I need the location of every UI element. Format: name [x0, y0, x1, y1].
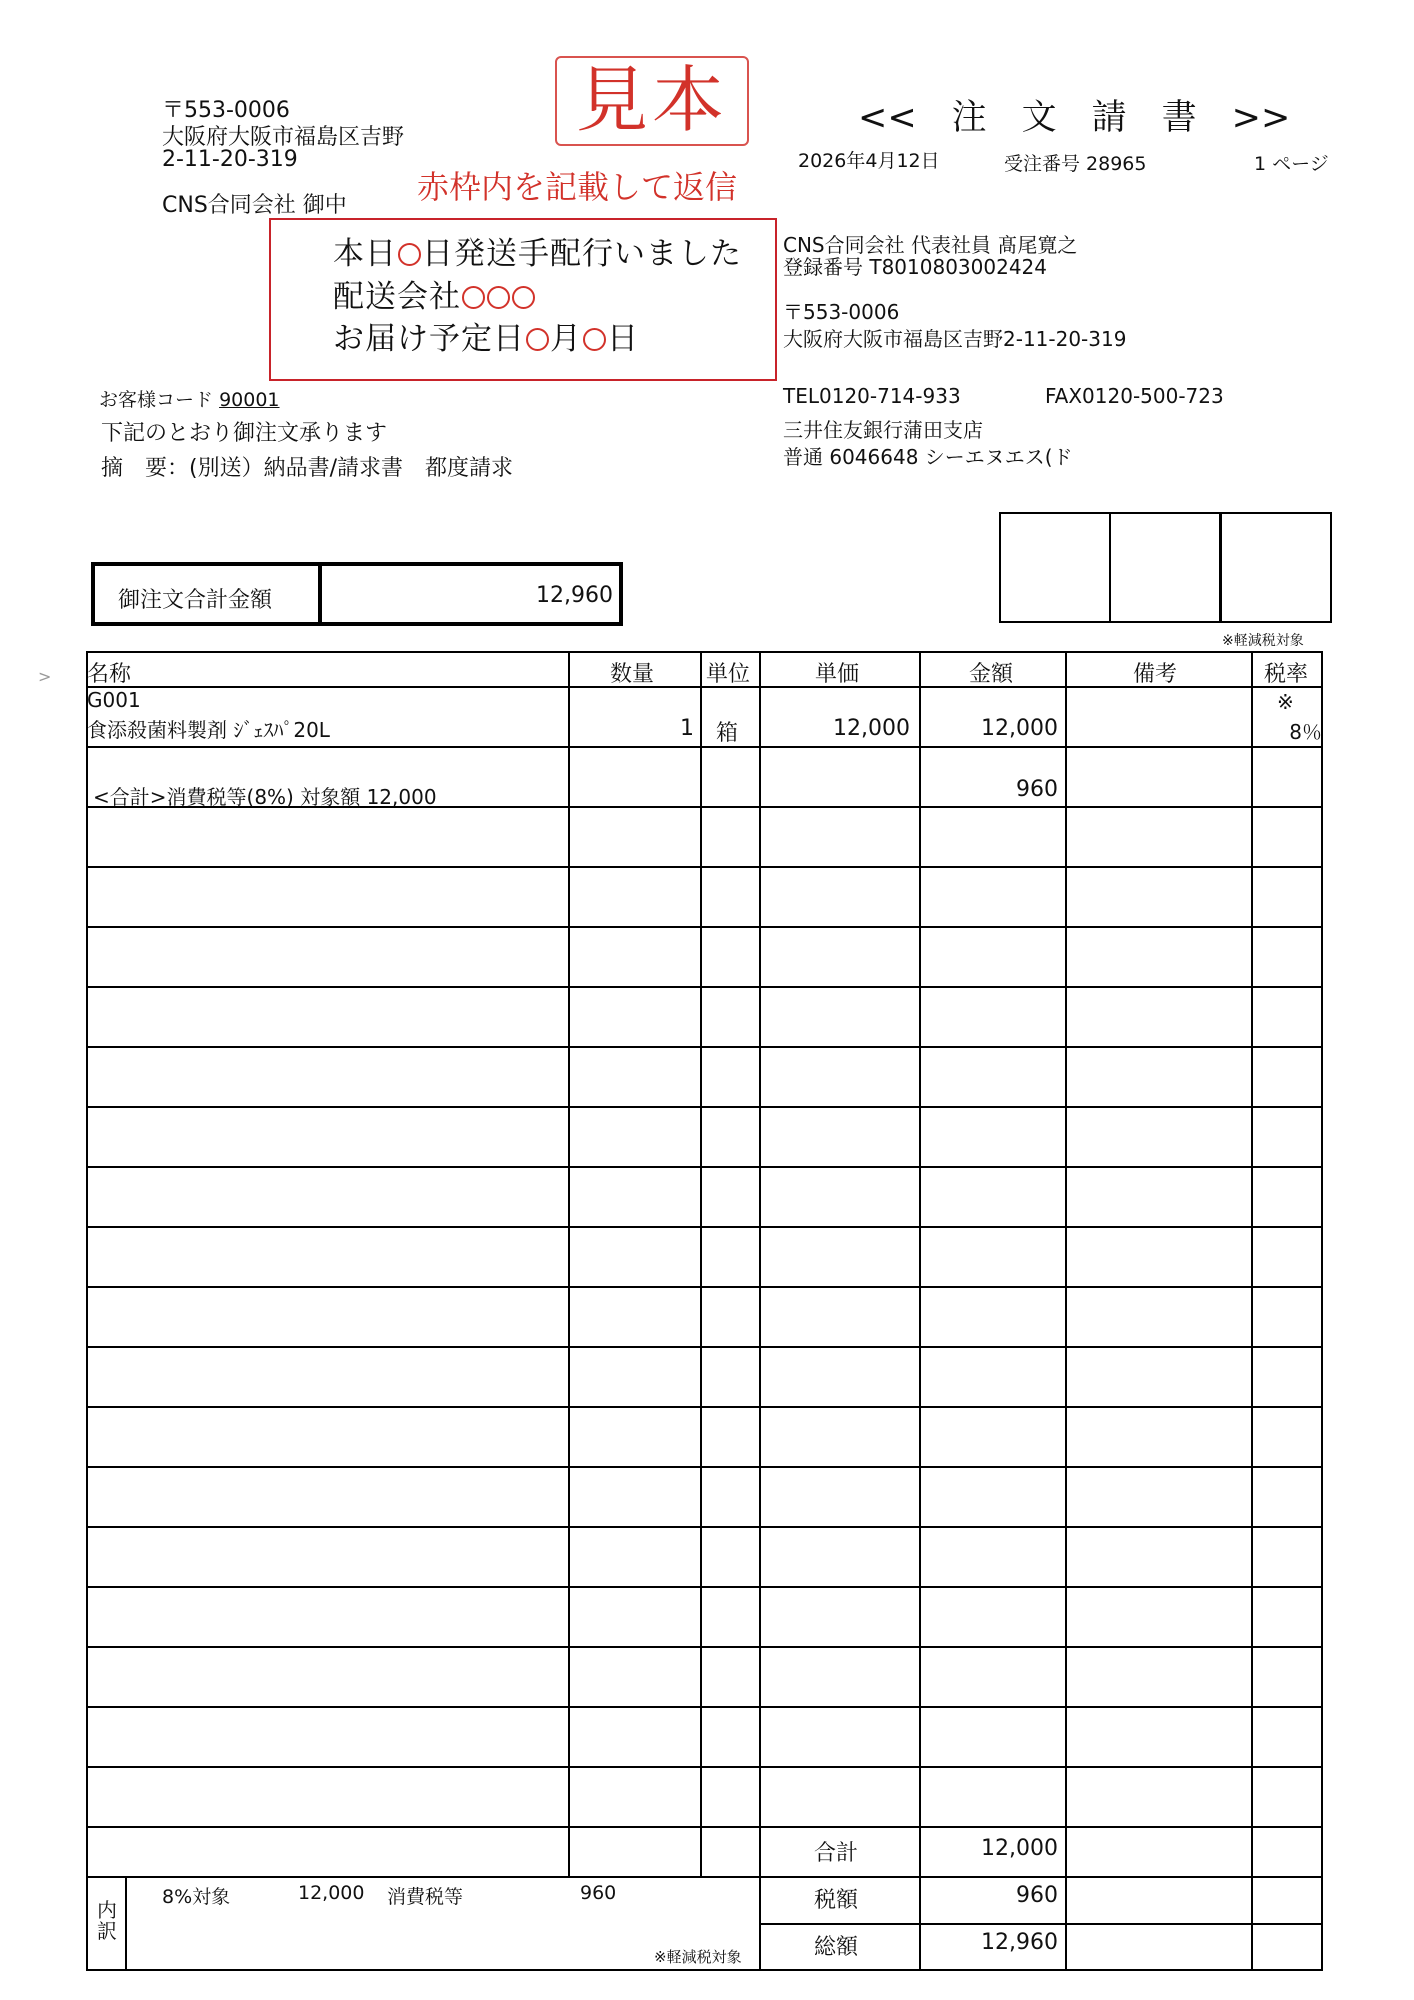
col-divider	[125, 1876, 127, 1969]
row-divider	[88, 1526, 1321, 1528]
tax-row-label: <合計>消費税等(8%) 対象額 12,000	[93, 785, 437, 809]
order-total-divider	[318, 562, 322, 626]
issuer-postal: 〒553-0006	[783, 300, 900, 324]
tax-amount-value: 960	[1016, 1883, 1058, 1908]
blank-circle-icon	[462, 286, 485, 309]
col-divider	[919, 653, 921, 1969]
recipient-postal: 〒553-0006	[162, 98, 290, 123]
col-divider	[1251, 653, 1253, 1969]
issuer-account: 普通 6046648 シーエヌエス(ド	[783, 445, 1073, 469]
items-table	[86, 651, 1323, 1971]
instruction-text: 赤枠内を記載して返信	[417, 168, 738, 206]
row-divider	[88, 1286, 1321, 1288]
reply-line-delivery-c: 日	[607, 321, 639, 357]
item-name: 食添殺菌料製剤 ｼﾞｪｽﾊﾟ20L	[87, 718, 330, 742]
issuer-fax: FAX0120-500-723	[1045, 384, 1224, 408]
page-number: 1 ページ	[1254, 153, 1329, 175]
breakdown-tax: 960	[580, 1882, 617, 1904]
customer-code-row	[99, 385, 280, 412]
row-divider	[88, 1226, 1321, 1228]
header-price: 単価	[815, 662, 860, 687]
subtotal-label: 合計	[814, 1841, 859, 1866]
reduced-tax-note: ※軽減税対象	[1222, 633, 1304, 649]
row-divider	[88, 1646, 1321, 1648]
row-divider	[88, 1876, 1321, 1878]
footer-reduced-tax-note: ※軽減税対象	[654, 1948, 742, 1966]
seal-box	[1220, 512, 1332, 623]
recipient-name: CNS合同会社 御中	[162, 193, 347, 218]
row-divider	[88, 1106, 1321, 1108]
item-tax-rate: 8％	[1289, 720, 1322, 744]
row-divider	[88, 1706, 1321, 1708]
header-qty: 数量	[610, 662, 655, 687]
row-divider	[88, 1166, 1321, 1168]
customer-code: 90001	[219, 389, 280, 411]
row-divider	[88, 1406, 1321, 1408]
row-divider	[88, 1766, 1321, 1768]
blank-circle-icon	[512, 286, 535, 309]
reply-line-delivery-b: 月	[550, 321, 582, 357]
blank-circle-icon	[526, 328, 549, 351]
breakdown-taxable: 12,000	[298, 1882, 365, 1904]
header-amount: 金額	[969, 662, 1014, 687]
col-divider	[700, 653, 702, 1877]
issuer-company: CNS合同会社 代表社員 髙尾寛之	[783, 233, 1078, 257]
sample-stamp: 見本	[575, 58, 728, 142]
issuer-tel: TEL0120-714-933	[783, 384, 961, 408]
order-summary: 摘 要：(別送）納品書/請求書 都度請求	[101, 456, 513, 481]
tax-row-amount: 960	[1016, 777, 1058, 802]
seal-box	[1109, 512, 1221, 623]
blank-circle-icon	[583, 328, 606, 351]
breakdown-rate: 8%対象	[162, 1886, 231, 1908]
item-tax-mark: ※	[1277, 690, 1294, 714]
header-unit: 単位	[706, 662, 751, 687]
breakdown-tax-label: 消費税等	[387, 1886, 464, 1908]
row-divider	[88, 926, 1321, 928]
reply-line-delivery-a: お届け予定日	[333, 321, 525, 357]
seal-box	[999, 512, 1111, 623]
customer-code-label: お客様コード	[99, 389, 214, 411]
item-code: G001	[87, 688, 141, 712]
blank-circle-icon	[398, 243, 421, 266]
reply-line-carrier-a: 配送会社	[333, 279, 461, 315]
order-total-value: 12,960	[536, 583, 613, 608]
header-tax-rate: 税率	[1264, 662, 1309, 687]
breakdown-label: 内訳	[97, 1898, 117, 1943]
blank-circle-icon	[487, 286, 510, 309]
grand-total-value: 12,960	[981, 1930, 1058, 1955]
col-divider	[568, 653, 570, 1877]
reply-line-delivery	[333, 313, 639, 358]
grand-total-label: 総額	[814, 1935, 859, 1960]
document-title: << 注 文 請 書 >>	[858, 98, 1291, 138]
item-amount: 12,000	[981, 716, 1058, 741]
row-divider	[88, 746, 1321, 748]
subtotal-value: 12,000	[981, 1836, 1058, 1861]
order-number: 受注番号 28965	[1004, 153, 1147, 175]
row-divider	[88, 1466, 1321, 1468]
col-divider	[759, 653, 761, 1969]
row-divider	[88, 1346, 1321, 1348]
document-date: 2026年4月12日	[798, 150, 940, 172]
row-divider	[88, 1826, 1321, 1828]
order-note: 下記のとおり御注文承ります	[101, 421, 388, 446]
header-remarks: 備考	[1133, 662, 1178, 687]
reply-line-shipping-a: 本日	[333, 236, 397, 272]
header-name: 名称	[87, 662, 132, 687]
item-qty: 1	[680, 716, 694, 741]
row-divider	[88, 1046, 1321, 1048]
order-total-label: 御注文合計金額	[118, 588, 273, 613]
side-mark: >	[38, 667, 52, 686]
row-divider	[759, 1923, 1321, 1925]
reply-line-shipping-b: 日発送手配行いました	[422, 236, 742, 272]
row-divider	[88, 1586, 1321, 1588]
reply-line-carrier	[333, 271, 536, 316]
row-divider	[88, 986, 1321, 988]
tax-amount-label: 税額	[814, 1888, 859, 1913]
issuer-address: 大阪府大阪市福島区吉野2-11-20-319	[783, 327, 1127, 351]
row-divider	[88, 866, 1321, 868]
reply-line-shipping	[333, 228, 742, 273]
item-unit: 箱	[716, 721, 739, 746]
item-price: 12,000	[833, 716, 910, 741]
issuer-bank: 三井住友銀行蒲田支店	[783, 418, 983, 442]
issuer-registration: 登録番号 T8010803002424	[783, 255, 1047, 279]
recipient-address-2: 2-11-20-319	[162, 147, 298, 172]
recipient-address-1: 大阪府大阪市福島区吉野	[162, 125, 405, 150]
col-divider	[1065, 653, 1067, 1969]
